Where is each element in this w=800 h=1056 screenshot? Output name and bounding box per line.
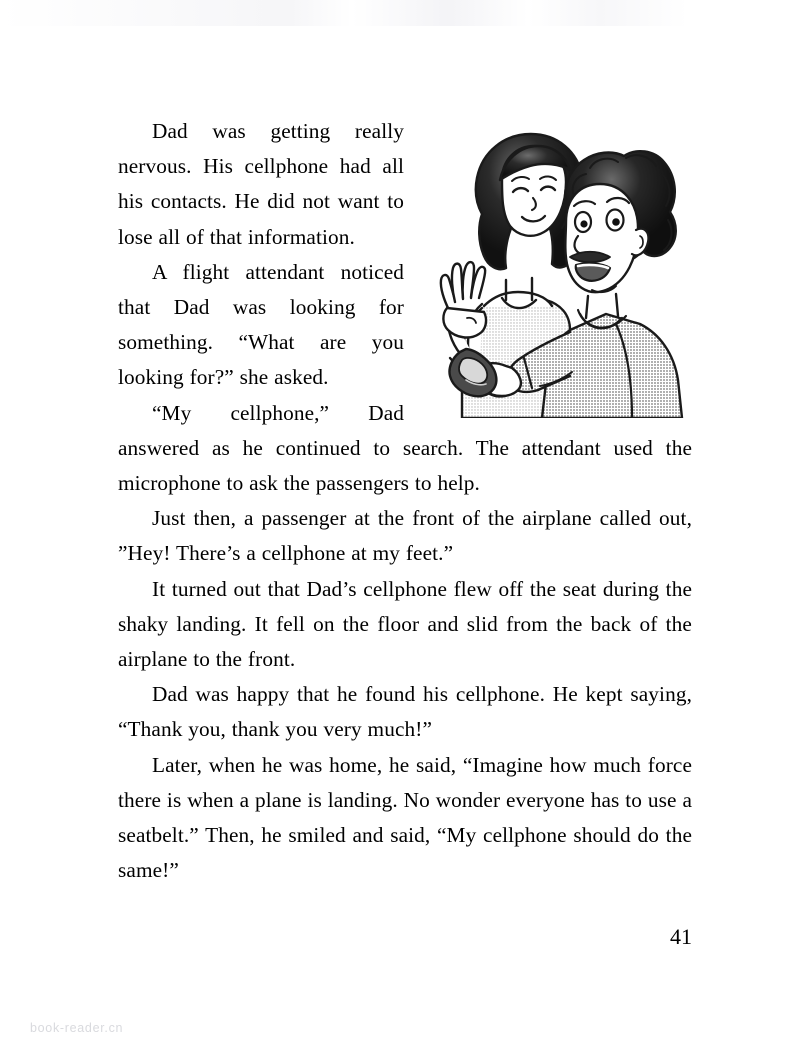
story-paragraph: Dad was getting really nervous. His cellphone had all his contacts. He did not want to lose all of that information. xyxy=(118,119,404,249)
site-watermark: book-reader.cn xyxy=(30,1021,124,1035)
page-number: 41 xyxy=(670,924,692,949)
story-paragraph: Dad was happy that he found his cellphone. He kept saying, “Thank you, thank you very much!” xyxy=(118,682,692,742)
story-paragraph: It turned out that Dad’s cellphone flew off the seat during the shaky landing. It fell on the floor and slid from the back of the airplane to the front. xyxy=(118,576,692,672)
story-paragraph: A flight attendant noticed that Dad was looking for something. “What are you looking for?” she asked. xyxy=(118,259,404,390)
story-paragraph: “My cellphone,” Dad answered as he continued to search. The attendant used the microphone to ask the passengers to help. xyxy=(118,400,692,496)
story-paragraph: Just then, a passenger at the front of the airplane called out, ”Hey! There’s a cellphone at my feet.” xyxy=(118,506,692,566)
page-text-body xyxy=(118,114,692,888)
story-illustration xyxy=(420,118,692,418)
scan-noise-band xyxy=(0,0,800,26)
story-paragraph: Later, when he was home, he said, “Imagine how much force there is when a plane is landing. No wonder everyone has to use a seatbelt.” Then, he smiled and said, “My cellphone should do the same!” xyxy=(118,752,692,883)
